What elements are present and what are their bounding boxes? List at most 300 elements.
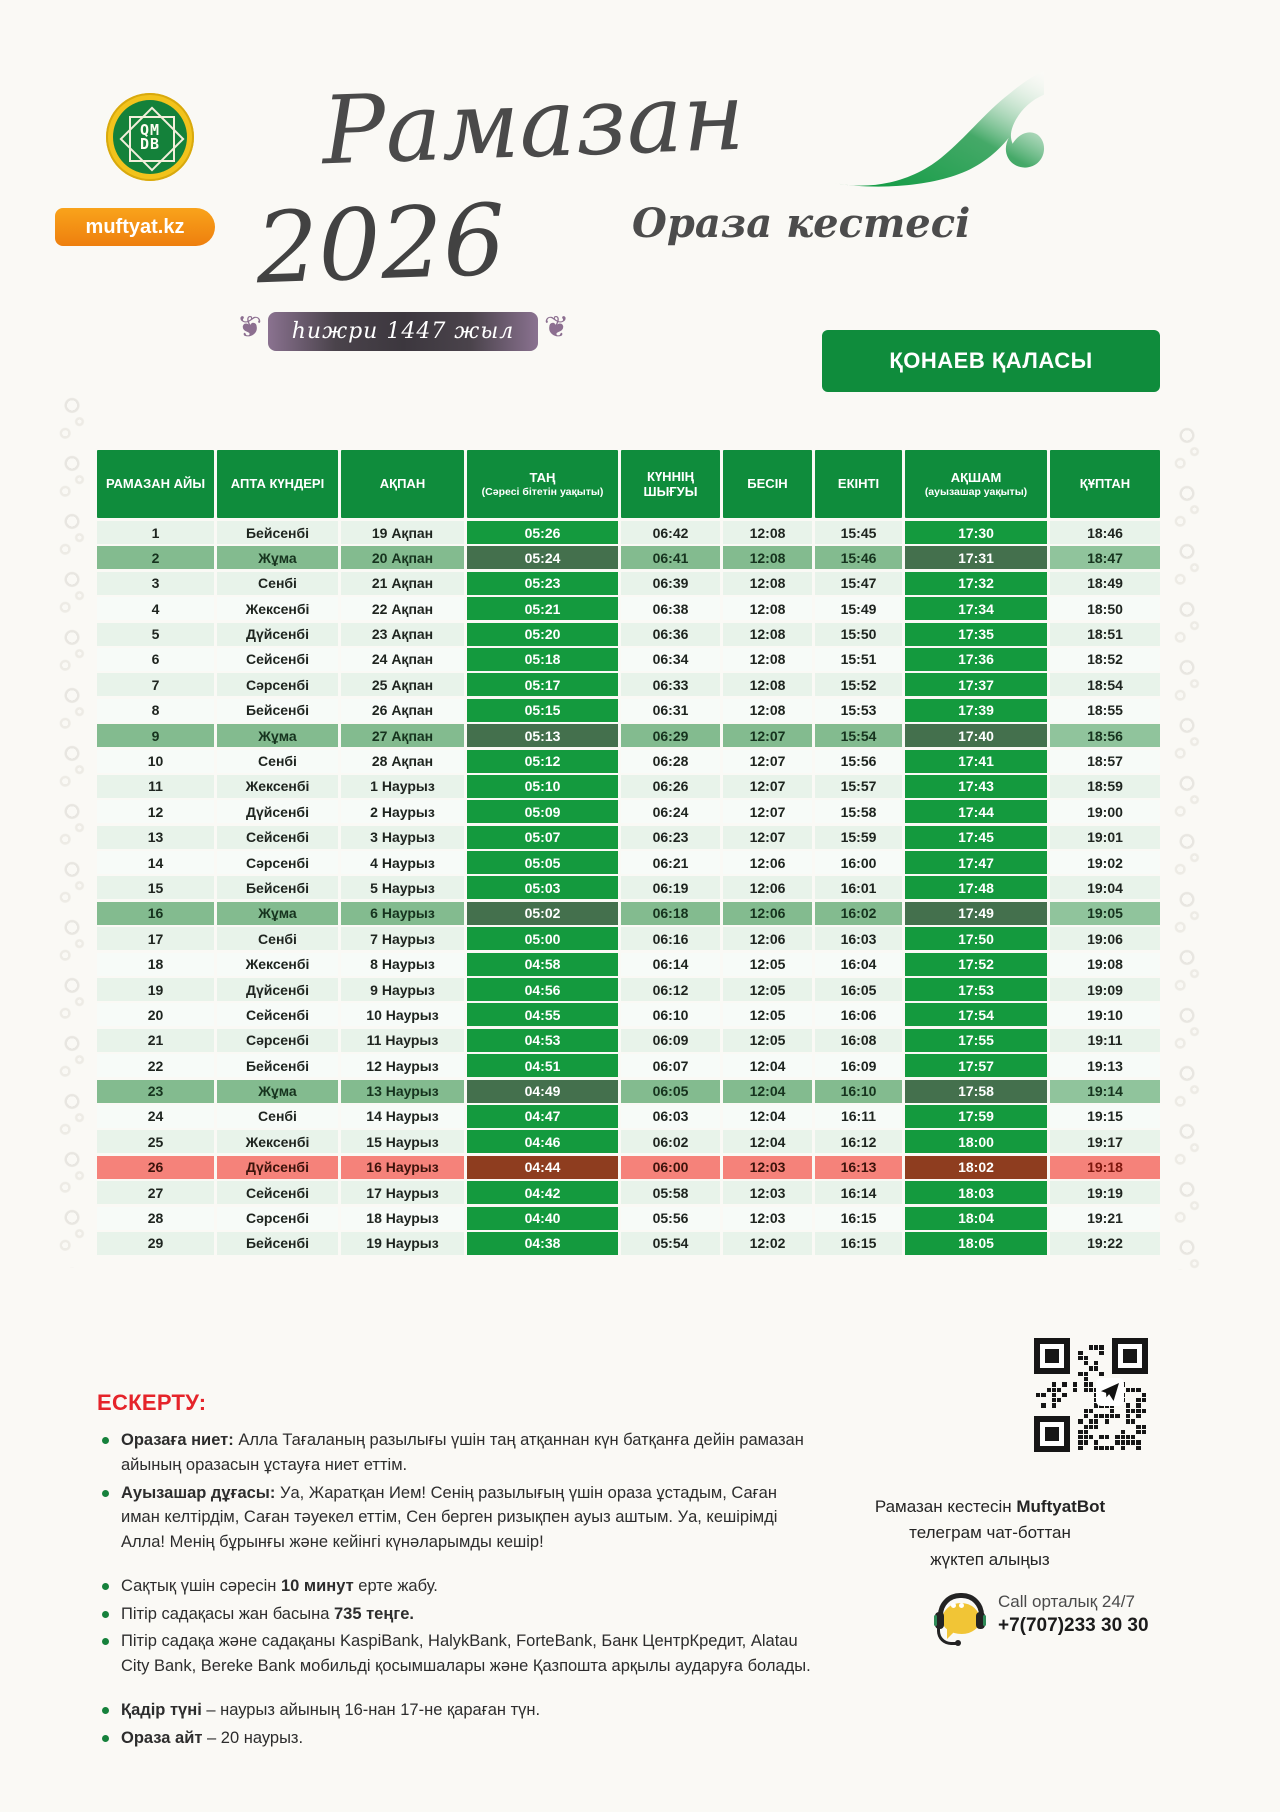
table-row-day-15	[97, 876, 1160, 899]
table-row-day-28	[97, 1207, 1160, 1230]
table-row-day-20	[97, 1003, 1160, 1026]
cell-aksham: 17:47	[905, 851, 1047, 874]
cell-aksham: 18:04	[905, 1207, 1047, 1230]
cell-day: 5	[97, 623, 214, 646]
cell-ekinti: 15:56	[815, 750, 902, 773]
cell-quptan: 18:56	[1050, 724, 1160, 747]
cell-day: 29	[97, 1232, 214, 1255]
cell-ekinti: 15:52	[815, 673, 902, 696]
cell-day: 13	[97, 826, 214, 849]
cell-aksham: 17:52	[905, 953, 1047, 976]
cell-aksham: 17:50	[905, 927, 1047, 950]
cell-aksham: 17:58	[905, 1080, 1047, 1103]
cell-aksham: 17:35	[905, 623, 1047, 646]
cell-date: 11 Наурыз	[341, 1029, 464, 1052]
cell-besin: 12:08	[723, 546, 812, 569]
cell-ekinti: 16:10	[815, 1080, 902, 1103]
cell-tan: 04:40	[467, 1207, 618, 1230]
cell-aksham: 17:31	[905, 546, 1047, 569]
cell-quptan: 19:22	[1050, 1232, 1160, 1255]
cell-tan: 05:05	[467, 851, 618, 874]
cell-sunrise: 06:18	[621, 902, 720, 925]
telegram-logo-icon	[1096, 1378, 1124, 1406]
cell-weekday: Бейсенбі	[217, 521, 338, 544]
cell-date: 25 Ақпан	[341, 673, 464, 696]
cell-tan: 05:15	[467, 699, 618, 722]
cell-ekinti: 16:14	[815, 1181, 902, 1204]
cell-weekday: Сәрсенбі	[217, 851, 338, 874]
cell-weekday: Сейсенбі	[217, 648, 338, 671]
cell-aksham: 18:03	[905, 1181, 1047, 1204]
cell-quptan: 19:14	[1050, 1080, 1160, 1103]
cell-sunrise: 06:14	[621, 953, 720, 976]
cell-tan: 05:26	[467, 521, 618, 544]
cell-date: 19 Ақпан	[341, 521, 464, 544]
cell-sunrise: 06:39	[621, 572, 720, 595]
cell-besin: 12:07	[723, 750, 812, 773]
cell-day: 17	[97, 927, 214, 950]
qr-finder-icon	[1112, 1338, 1148, 1374]
qr-caption-line3: жүктеп алыңыз	[930, 1549, 1050, 1569]
cell-ekinti: 15:54	[815, 724, 902, 747]
cell-weekday: Дүйсенбі	[217, 623, 338, 646]
cell-day: 4	[97, 597, 214, 620]
cell-ekinti: 16:15	[815, 1207, 902, 1230]
muftyat-badge: muftyat.kz	[55, 208, 215, 246]
cell-besin: 12:05	[723, 1029, 812, 1052]
table-row-day-7	[97, 673, 1160, 696]
hijri-ribbon	[268, 312, 538, 351]
cell-besin: 12:03	[723, 1181, 812, 1204]
cell-aksham: 17:49	[905, 902, 1047, 925]
cell-tan: 04:44	[467, 1156, 618, 1179]
cell-day: 22	[97, 1054, 214, 1077]
wave-ornament-icon	[830, 60, 1046, 200]
cell-ekinti: 16:02	[815, 902, 902, 925]
cell-besin: 12:05	[723, 1003, 812, 1026]
cell-date: 28 Ақпан	[341, 750, 464, 773]
cell-besin: 12:06	[723, 851, 812, 874]
column-header: КҮННІҢ ШЫҒУЫ	[621, 450, 720, 518]
table-row-day-11	[97, 775, 1160, 798]
cell-quptan: 19:13	[1050, 1054, 1160, 1077]
call-center-text	[998, 1590, 1149, 1637]
table-row-day-23	[97, 1080, 1160, 1103]
cell-ekinti: 16:08	[815, 1029, 902, 1052]
ear-pad-icon	[976, 1612, 985, 1629]
column-header: ТАҢ (Сәресі бітетін уақыты)	[467, 450, 618, 518]
cell-day: 28	[97, 1207, 214, 1230]
table-row-day-5	[97, 623, 1160, 646]
cell-tan: 05:10	[467, 775, 618, 798]
cell-quptan: 19:04	[1050, 876, 1160, 899]
cell-quptan: 19:11	[1050, 1029, 1160, 1052]
cell-besin: 12:08	[723, 648, 812, 671]
cell-weekday: Сәрсенбі	[217, 673, 338, 696]
cell-quptan: 19:08	[1050, 953, 1160, 976]
cell-tan: 05:24	[467, 546, 618, 569]
cell-day: 24	[97, 1105, 214, 1128]
cell-weekday: Дүйсенбі	[217, 978, 338, 1001]
cell-day: 7	[97, 673, 214, 696]
column-header: РАМАЗАН АЙЫ	[97, 450, 214, 518]
table-row-day-19	[97, 978, 1160, 1001]
cell-tan: 05:23	[467, 572, 618, 595]
cell-day: 12	[97, 800, 214, 823]
note-item: Ораза айт – 20 наурыз.	[97, 1726, 817, 1751]
table-row-day-24	[97, 1105, 1160, 1128]
cell-ekinti: 15:46	[815, 546, 902, 569]
cell-tan: 05:12	[467, 750, 618, 773]
cell-quptan: 18:47	[1050, 546, 1160, 569]
headset-icon	[934, 1590, 988, 1646]
cell-sunrise: 06:16	[621, 927, 720, 950]
table-header-row	[97, 450, 1160, 518]
title-ramazan: Рамазан	[320, 62, 747, 187]
cell-weekday: Сейсенбі	[217, 1181, 338, 1204]
cell-weekday: Бейсенбі	[217, 699, 338, 722]
cell-weekday: Сенбі	[217, 1105, 338, 1128]
cell-sunrise: 06:38	[621, 597, 720, 620]
cell-besin: 12:04	[723, 1054, 812, 1077]
cell-tan: 05:17	[467, 673, 618, 696]
cell-weekday: Сәрсенбі	[217, 1207, 338, 1230]
qr-caption-line1: Рамазан кестесін MuftyatBot	[874, 1497, 1106, 1516]
cell-quptan: 18:46	[1050, 521, 1160, 544]
paper-plane-icon	[1101, 1383, 1119, 1401]
cell-sunrise: 06:34	[621, 648, 720, 671]
cell-aksham: 18:00	[905, 1130, 1047, 1153]
table-row-day-29	[97, 1232, 1160, 1255]
cell-besin: 12:02	[723, 1232, 812, 1255]
cell-aksham: 17:41	[905, 750, 1047, 773]
table-row-day-18	[97, 953, 1160, 976]
cell-day: 21	[97, 1029, 214, 1052]
cell-date: 15 Наурыз	[341, 1130, 464, 1153]
qmdb-logo	[106, 93, 194, 181]
ornament-border-left-icon	[55, 388, 89, 1268]
cell-weekday: Жексенбі	[217, 1130, 338, 1153]
cell-ekinti: 16:03	[815, 927, 902, 950]
logo-line2: DB	[139, 135, 161, 153]
note-item: Пітір садақа және садақаны KaspiBank, HalykBank, ForteBank, Банк ЦентрКредит, Alatau City Bank, Bereke Bank мобильді қосымшалары және Қазпошта арқылы аударуға болады.	[97, 1629, 817, 1679]
column-header: ЕКІНТІ	[815, 450, 902, 518]
cell-date: 16 Наурыз	[341, 1156, 464, 1179]
cell-quptan: 18:55	[1050, 699, 1160, 722]
column-header: АПТА КҮНДЕРІ	[217, 450, 338, 518]
cell-sunrise: 06:24	[621, 800, 720, 823]
cell-besin: 12:06	[723, 927, 812, 950]
cell-sunrise: 06:36	[621, 623, 720, 646]
qr-finder-icon	[1034, 1416, 1070, 1452]
cell-quptan: 19:21	[1050, 1207, 1160, 1230]
table-row-day-1	[97, 521, 1160, 544]
column-header: АҚШАМ (ауызашар уақыты)	[905, 450, 1047, 518]
cell-aksham: 17:59	[905, 1105, 1047, 1128]
cell-day: 3	[97, 572, 214, 595]
table-row-day-17	[97, 927, 1160, 950]
cell-quptan: 18:51	[1050, 623, 1160, 646]
telegram-qr-code	[1032, 1336, 1150, 1454]
cell-besin: 12:07	[723, 826, 812, 849]
cell-day: 20	[97, 1003, 214, 1026]
cell-quptan: 19:05	[1050, 902, 1160, 925]
table-row-day-8	[97, 699, 1160, 722]
table-row-day-6	[97, 648, 1160, 671]
cell-day: 6	[97, 648, 214, 671]
table-row-day-4	[97, 597, 1160, 620]
title-year: 2026	[254, 183, 508, 307]
cell-ekinti: 16:12	[815, 1130, 902, 1153]
qr-caption	[818, 1494, 1162, 1573]
prayer-times-table	[97, 450, 1160, 1257]
cell-ekinti: 15:45	[815, 521, 902, 544]
cell-tan: 05:20	[467, 623, 618, 646]
cell-weekday: Жұма	[217, 1080, 338, 1103]
cell-day: 23	[97, 1080, 214, 1103]
cell-sunrise: 06:29	[621, 724, 720, 747]
cell-date: 27 Ақпан	[341, 724, 464, 747]
notes-list	[97, 1428, 817, 1753]
call-center-block	[934, 1590, 1149, 1646]
cell-date: 24 Ақпан	[341, 648, 464, 671]
cell-date: 21 Ақпан	[341, 572, 464, 595]
cell-weekday: Сенбі	[217, 572, 338, 595]
column-header: ҚҰПТАН	[1050, 450, 1160, 518]
cell-weekday: Бейсенбі	[217, 1232, 338, 1255]
cell-date: 18 Наурыз	[341, 1207, 464, 1230]
cell-tan: 05:21	[467, 597, 618, 620]
cell-besin: 12:08	[723, 699, 812, 722]
cell-day: 16	[97, 902, 214, 925]
cell-weekday: Бейсенбі	[217, 876, 338, 899]
cell-ekinti: 15:57	[815, 775, 902, 798]
cell-day: 8	[97, 699, 214, 722]
cell-ekinti: 15:50	[815, 623, 902, 646]
note-item: Ауызашар дұғасы: Уа, Жаратқан Ием! Сенің разылығың үшін ораза ұстадым, Саған иман келтірдім, Саған тәуекел еттім, Сен берген ризықпен ауыз аштым. Уа, кешірімді Алла! Менің бұрынғы және кейінгі күнәларымды кешір!	[97, 1481, 817, 1555]
cell-day: 14	[97, 851, 214, 874]
cell-quptan: 19:15	[1050, 1105, 1160, 1128]
cell-date: 20 Ақпан	[341, 546, 464, 569]
cell-weekday: Сәрсенбі	[217, 1029, 338, 1052]
cell-besin: 12:08	[723, 673, 812, 696]
cell-sunrise: 06:31	[621, 699, 720, 722]
cell-ekinti: 15:53	[815, 699, 902, 722]
table-row-day-12	[97, 800, 1160, 823]
cell-ekinti: 15:47	[815, 572, 902, 595]
cell-day: 19	[97, 978, 214, 1001]
cell-aksham: 17:32	[905, 572, 1047, 595]
cell-date: 23 Ақпан	[341, 623, 464, 646]
table-row-day-9	[97, 724, 1160, 747]
cell-quptan: 19:02	[1050, 851, 1160, 874]
cell-ekinti: 16:11	[815, 1105, 902, 1128]
cell-besin: 12:07	[723, 800, 812, 823]
cell-besin: 12:07	[723, 724, 812, 747]
cell-sunrise: 06:10	[621, 1003, 720, 1026]
cell-besin: 12:04	[723, 1080, 812, 1103]
cell-day: 9	[97, 724, 214, 747]
cell-tan: 05:02	[467, 902, 618, 925]
cell-tan: 05:13	[467, 724, 618, 747]
cell-sunrise: 06:00	[621, 1156, 720, 1179]
cell-date: 22 Ақпан	[341, 597, 464, 620]
cell-sunrise: 06:41	[621, 546, 720, 569]
cell-aksham: 17:37	[905, 673, 1047, 696]
cell-weekday: Жексенбі	[217, 953, 338, 976]
cell-ekinti: 15:49	[815, 597, 902, 620]
cell-besin: 12:05	[723, 953, 812, 976]
table-row-day-16	[97, 902, 1160, 925]
cell-sunrise: 06:12	[621, 978, 720, 1001]
cell-besin: 12:06	[723, 902, 812, 925]
cell-day: 1	[97, 521, 214, 544]
table-row-day-26	[97, 1156, 1160, 1179]
cell-ekinti: 16:15	[815, 1232, 902, 1255]
cell-aksham: 17:53	[905, 978, 1047, 1001]
hijri-ribbon-text: ❦ һижри 1447 жыл	[291, 319, 515, 344]
cell-date: 5 Наурыз	[341, 876, 464, 899]
cell-day: 11	[97, 775, 214, 798]
cell-sunrise: 06:07	[621, 1054, 720, 1077]
cell-day: 26	[97, 1156, 214, 1179]
cell-ekinti: 16:01	[815, 876, 902, 899]
cell-tan: 04:53	[467, 1029, 618, 1052]
cell-day: 25	[97, 1130, 214, 1153]
cell-tan: 04:56	[467, 978, 618, 1001]
cell-weekday: Жұма	[217, 902, 338, 925]
cell-sunrise: 06:42	[621, 521, 720, 544]
cell-quptan: 19:01	[1050, 826, 1160, 849]
cell-tan: 04:47	[467, 1105, 618, 1128]
cell-quptan: 19:06	[1050, 927, 1160, 950]
column-header: БЕСІН	[723, 450, 812, 518]
cell-weekday: Сейсенбі	[217, 1003, 338, 1026]
cell-date: 12 Наурыз	[341, 1054, 464, 1077]
cell-ekinti: 15:59	[815, 826, 902, 849]
cell-ekinti: 16:13	[815, 1156, 902, 1179]
table-row-day-14	[97, 851, 1160, 874]
notes-heading: ЕСКЕРТУ:	[97, 1390, 207, 1415]
note-item: Пітір садақасы жан басына 735 теңге.	[97, 1602, 817, 1627]
cell-weekday: Бейсенбі	[217, 1054, 338, 1077]
cell-quptan: 18:54	[1050, 673, 1160, 696]
cell-tan: 04:38	[467, 1232, 618, 1255]
cell-ekinti: 15:58	[815, 800, 902, 823]
cell-aksham: 17:44	[905, 800, 1047, 823]
qr-caption-line2: телеграм чат-боттан	[909, 1523, 1071, 1543]
table-row-day-27	[97, 1181, 1160, 1204]
cell-aksham: 17:30	[905, 521, 1047, 544]
cell-aksham: 17:48	[905, 876, 1047, 899]
table-row-day-2	[97, 546, 1160, 569]
logo-line1: QM	[139, 120, 161, 139]
cell-tan: 05:00	[467, 927, 618, 950]
cell-tan: 04:58	[467, 953, 618, 976]
cell-ekinti: 16:04	[815, 953, 902, 976]
table-row-day-3	[97, 572, 1160, 595]
cell-aksham: 17:36	[905, 648, 1047, 671]
cell-tan: 04:46	[467, 1130, 618, 1153]
cell-date: 9 Наурыз	[341, 978, 464, 1001]
cell-besin: 12:04	[723, 1105, 812, 1128]
cell-day: 18	[97, 953, 214, 976]
cell-aksham: 17:34	[905, 597, 1047, 620]
cell-sunrise: 05:54	[621, 1232, 720, 1255]
cell-besin: 12:08	[723, 521, 812, 544]
ornament-border-right-icon	[1170, 418, 1204, 1270]
qmdb-logo-text	[113, 100, 187, 174]
cell-sunrise: 06:23	[621, 826, 720, 849]
cell-weekday: Жұма	[217, 724, 338, 747]
cell-aksham: 17:39	[905, 699, 1047, 722]
cell-date: 19 Наурыз	[341, 1232, 464, 1255]
cell-tan: 05:09	[467, 800, 618, 823]
cell-weekday: Жексенбі	[217, 775, 338, 798]
cell-quptan: 19:17	[1050, 1130, 1160, 1153]
table-body	[97, 521, 1160, 1255]
cell-sunrise: 06:02	[621, 1130, 720, 1153]
cell-aksham: 17:55	[905, 1029, 1047, 1052]
cell-quptan: 19:10	[1050, 1003, 1160, 1026]
cell-sunrise: 06:03	[621, 1105, 720, 1128]
table-row-day-22	[97, 1054, 1160, 1077]
cell-weekday: Жексенбі	[217, 597, 338, 620]
cell-aksham: 17:54	[905, 1003, 1047, 1026]
cell-aksham: 17:57	[905, 1054, 1047, 1077]
cell-quptan: 18:49	[1050, 572, 1160, 595]
cell-sunrise: 05:58	[621, 1181, 720, 1204]
table-row-day-25	[97, 1130, 1160, 1153]
cell-quptan: 19:18	[1050, 1156, 1160, 1179]
cell-aksham: 17:43	[905, 775, 1047, 798]
cell-day: 27	[97, 1181, 214, 1204]
cell-ekinti: 16:06	[815, 1003, 902, 1026]
table-row-day-21	[97, 1029, 1160, 1052]
qr-finder-icon	[1034, 1338, 1070, 1374]
cell-quptan: 18:52	[1050, 648, 1160, 671]
cell-tan: 04:42	[467, 1181, 618, 1204]
mic-arm-icon	[937, 1627, 957, 1645]
note-item: Қадір түні – наурыз айының 16-нан 17-не қараған түн.	[97, 1698, 817, 1723]
cell-aksham: 18:05	[905, 1232, 1047, 1255]
cell-date: 26 Ақпан	[341, 699, 464, 722]
cell-weekday: Сенбі	[217, 750, 338, 773]
cell-tan: 05:03	[467, 876, 618, 899]
cell-date: 4 Наурыз	[341, 851, 464, 874]
cell-besin: 12:06	[723, 876, 812, 899]
cell-tan: 04:55	[467, 1003, 618, 1026]
cell-date: 13 Наурыз	[341, 1080, 464, 1103]
note-item: Сақтық үшін сәресін 10 минут ерте жабу.	[97, 1574, 817, 1599]
cell-day: 2	[97, 546, 214, 569]
cell-ekinti: 15:51	[815, 648, 902, 671]
cell-aksham: 18:02	[905, 1156, 1047, 1179]
cell-aksham: 17:40	[905, 724, 1047, 747]
cell-sunrise: 06:26	[621, 775, 720, 798]
cell-weekday: Сейсенбі	[217, 826, 338, 849]
city-label: ҚОНАЕВ ҚАЛАСЫ	[822, 330, 1160, 392]
cell-date: 3 Наурыз	[341, 826, 464, 849]
call-center-label: Call орталық 24/7	[998, 1592, 1135, 1611]
cell-date: 7 Наурыз	[341, 927, 464, 950]
cell-weekday: Дүйсенбі	[217, 800, 338, 823]
table-row-day-13	[97, 826, 1160, 849]
cell-sunrise: 06:33	[621, 673, 720, 696]
cell-date: 1 Наурыз	[341, 775, 464, 798]
cell-sunrise: 06:28	[621, 750, 720, 773]
cell-tan: 04:49	[467, 1080, 618, 1103]
